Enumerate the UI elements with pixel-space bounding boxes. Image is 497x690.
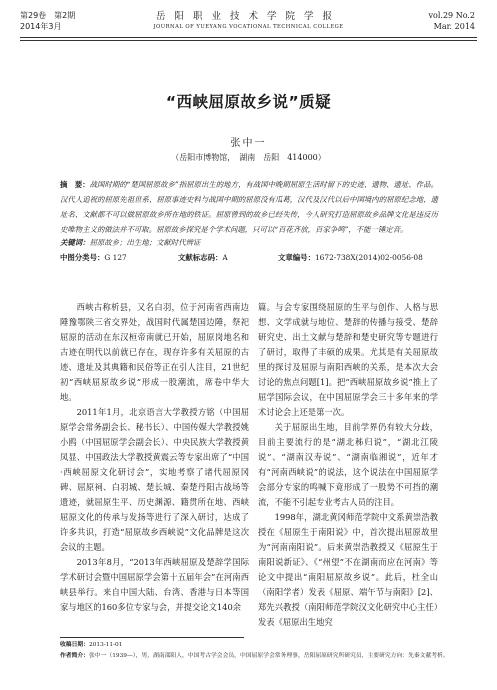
- document-code-value: A: [222, 253, 228, 262]
- clc-label: 中图分类号：: [60, 253, 105, 262]
- body-right-column: [258, 300, 438, 630]
- article-number: [278, 252, 423, 263]
- keywords-text: 屈原故乡；出生地；文献时代辨证: [89, 238, 201, 247]
- document-code: [178, 252, 228, 263]
- paragraph: 2013年8月，“2013年西峡屈原及楚辞学国际学术研讨会暨中国屈原学会第十五届年会”在河南西峡县举行。来自中国大陆、台湾、香港与日本等国家与地区的160多位专家与会，并提交论文140余: [60, 557, 249, 612]
- received-label: 收稿日期：: [60, 642, 89, 648]
- article-author: 张中一: [230, 138, 267, 149]
- issue-number: 第29卷 第2期: [20, 11, 76, 20]
- author-affiliation: （岳阳市博物馆， 湖南 岳阳 414000）: [171, 153, 326, 162]
- paragraph: 西峡古称析县，又名白羽，位于河南省西南边陲豫鄂陕三省交界处，战国时代属楚国边陲，祭祀屈原的活动在东汉桓帝南就已开始，屈原岗地名和古迹在明代以前就已存在，现存许多有关屈原的古迹、遗址及其典籍和民俗等正在引人注目，21世纪初“西峡屈原故乡说”形成一股潮流，席卷中华大地。: [60, 302, 249, 402]
- article-number-label: 文章编号：: [278, 253, 315, 262]
- header-rule-thick: [20, 37, 477, 38]
- journal-name: [120, 8, 377, 30]
- footnote-rule: [60, 637, 244, 638]
- received-date: [60, 640, 450, 651]
- article-title: “西峡屈原故乡说”质疑: [165, 93, 332, 111]
- volume-info: [429, 10, 475, 32]
- paragraph: 篇。与会专家围绕屈原的生平与创作、人格与思想、文学成就与地位、楚辞的传播与接受、楚辞研究史、出土文献与楚辞和楚史研究等专题进行了研讨，取得了丰硕的成果。尤其是有关屈原故里的探讨及屈原与南阳西峡的关系，是本次大会讨论的焦点问题[1]。把“西峡屈原故乡说”推上了屈学国际会议，在中国屈原学会三十多年来的学术讨论会上还是第一次。: [258, 302, 438, 417]
- volume-number: vol.29 No.2: [428, 11, 475, 20]
- journal-name-en: JOURNAL OF YUEYANG VOCATIONAL TECHNICAL COLLEGE: [153, 24, 344, 30]
- author-bio-text: 张中一（1939—），男，湖南邵阳人，中国考古学会会员，中国屈原学会常务理事，岳阳屈原研究所研究员，主要研究方向：先秦文献考析。: [89, 653, 449, 659]
- clc-number: [60, 252, 127, 263]
- header-rule-thin: [20, 40, 477, 41]
- abstract-label: 摘 要：: [60, 180, 90, 189]
- footnote: [60, 640, 450, 662]
- volume-month: Mar. 2014: [433, 22, 475, 31]
- journal-name-cn: 岳阳职业技术学院学报: [155, 11, 341, 22]
- abstract-text: 战国时期的“楚国屈原故乡”指屈原出生的地方，有战国中晚期屈原生活时留下的史迹、遗物、遗址、作品。汉代人追祝的屈原先祖世系、屈原事迹史料与战国中期的屈原没有瓜葛，汉代及汉代以后中国境内的屈原纪念地、遗址名、文献都不可以做屈原故乡所在地的铁证。屈原曾到的故乡已经失传，今人研究打造屈原故乡品牌文化是违反历史唯物主义的做法并不可取。屈原故乡探究是个学术问题，只可以“百花齐放，百家争鸣”，不能一锤定音。: [60, 180, 438, 234]
- paragraph: 1998年，湖北黄冈师范学院中文系黄崇浩教授在《屈原生于南阳说》中，首次提出屈原故里为“河南南阳说”。后来黄崇浩教授又《屈原生于南阳说新证》、《“州望”不在湖南而应在河南》等论文中提出“南阳屈原故乡说”。此后，杜全山（南阳学者）发表《屈原、端午节与南阳》[2]、郑先兴教授（南阳师范学院汉文化研究中心主任）发表《屈原出生地究: [258, 512, 438, 627]
- clc-value: G 127: [104, 253, 127, 262]
- issue-date: 2014年3月: [20, 22, 62, 31]
- keywords-label: 关键词：: [60, 238, 90, 247]
- body-left-column: [60, 300, 249, 615]
- abstract: [60, 177, 438, 237]
- paragraph: 关于屈原出生地，目前学界仍有较大分歧，目前主要流行的是“湖北秭归说”，“湖北江陵说”、“湖南汉寿说”、“湖南临湘说”，近年才有“河南西峡说”的说法，这个说法在中国屈原学会部分专家的鸣喊下竟形成了一股势不可挡的潮流，不能不引起专业考古人员的注目。: [258, 422, 438, 507]
- received-value: 2013-11-01: [89, 642, 123, 648]
- article-number-value: 1672-738X(2014)02-0056-08: [314, 253, 423, 262]
- paragraph: 2011年1月，北京语言大学教授方铭（中国屈原学会常务副会长、秘书长）、中国传媒大学教授姚小鸥（中国屈原学会副会长）、中央民族大学教授黄凤显、中国政法大学教授黄震云等专家出席了“中国·西峡屈原文化研讨会”，实地考察了诸代屈原冈碑、屈原祠、白羽城、楚长城、秦楚丹阳古战场等遗迹，就屈原生平、历史渊源、籍贯所在地、西峡屈原文化的传承与发扬等进行了深入研讨，达成了许多共识，打造“屈原故乡西峡说”文化品牌是这次会议的主题。: [60, 407, 249, 552]
- author-bio: [60, 651, 450, 662]
- author-bio-label: 作者简介：: [60, 653, 89, 659]
- keywords: [60, 237, 200, 248]
- document-code-label: 文献标志码：: [178, 253, 223, 262]
- issue-info: [20, 10, 75, 32]
